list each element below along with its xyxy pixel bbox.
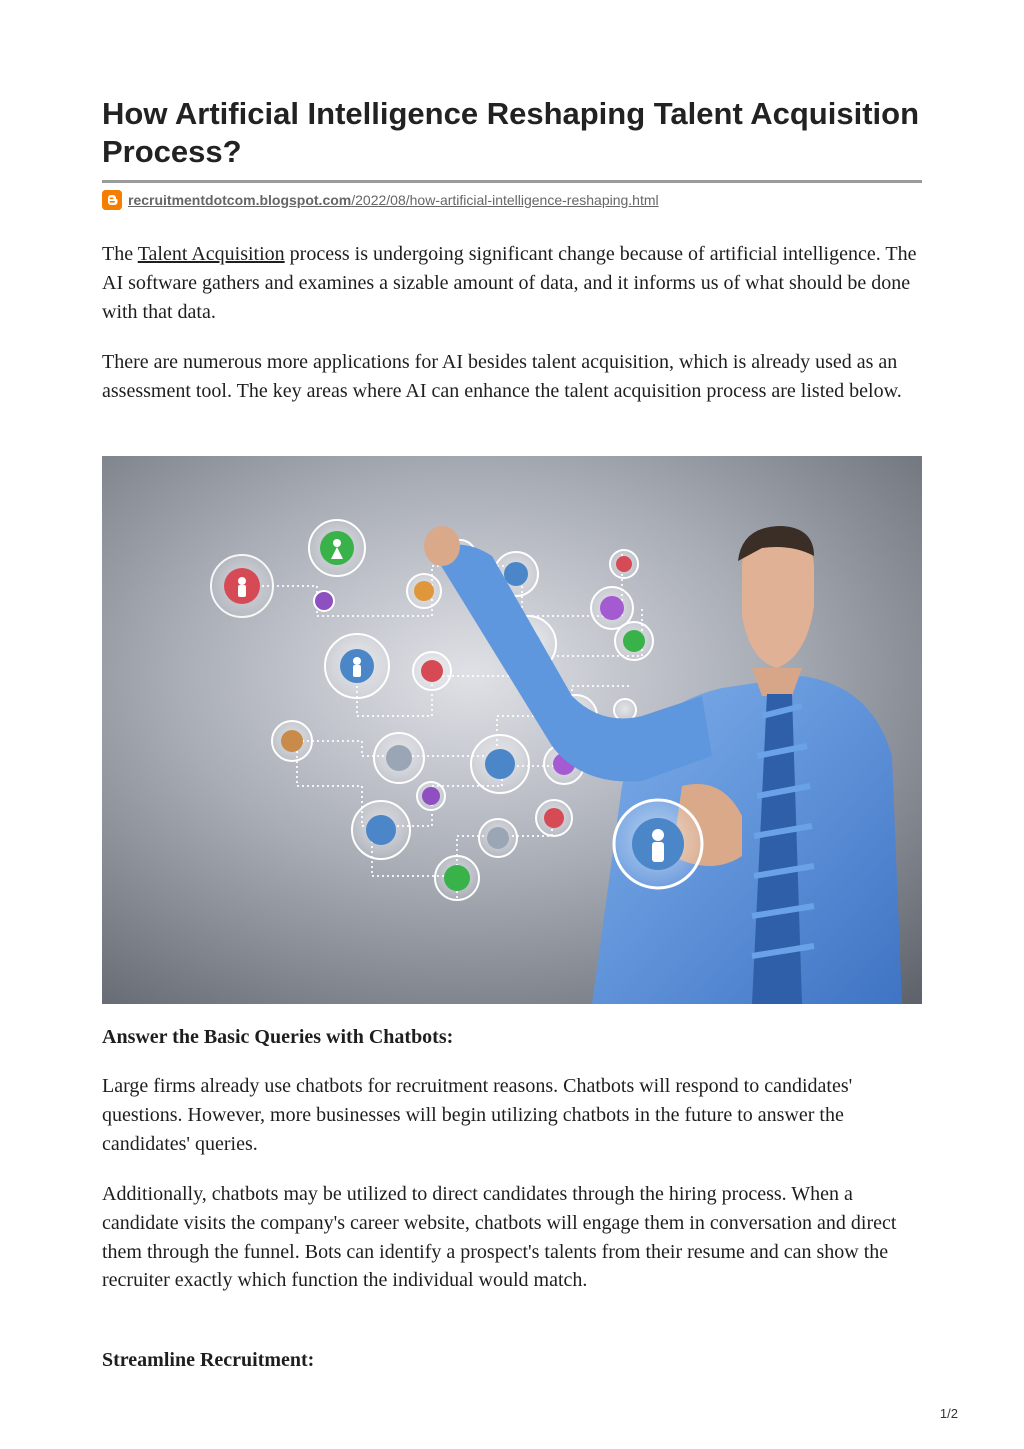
paragraph-chatbots-1: Large firms already use chatbots for recruitment reasons. Chatbots will respond to candidates' questions. However, more businesses will begin utilizing chatbots in the future to answer the candidates' queries. xyxy=(102,1075,853,1155)
blogger-icon xyxy=(102,190,122,210)
source-path-link[interactable]: /2022/08/how-artificial-intelligence-reshaping.html xyxy=(351,192,659,208)
section-heading-streamline: Streamline Recruitment: xyxy=(102,1349,315,1371)
article-title: How Artificial Intelligence Reshaping Talent Acquisition Process? xyxy=(102,96,920,169)
ai-network-illustration xyxy=(102,456,922,1004)
article-illustration xyxy=(102,456,922,1004)
intro-paragraph xyxy=(102,240,922,326)
talent-acquisition-link[interactable]: Talent Acquisition xyxy=(137,243,285,265)
source-domain-link[interactable]: recruitmentdotcom.blogspot.com xyxy=(128,192,352,208)
paragraph-chatbots-2: Additionally, chatbots may be utilized to direct candidates through the hiring process. When a candidate visits the company's career website, chatbots will engage them in conversation and direct them through the funnel. Bots can identify a prospect's talents from their resume and can show the recruiter exactly which function the individual would match. xyxy=(102,1183,897,1292)
paragraph-applications: There are numerous more applications for AI besides talent acquisition, which is already used as an assessment tool. The key areas where AI can enhance the talent acquisition process are listed below. xyxy=(102,351,902,402)
page-number: 1/2 xyxy=(939,1406,958,1421)
source-line xyxy=(102,189,659,211)
intro-text-after: process is undergoing significant change because of artificial intelligence. The AI software gathers and examines a sizable amount of data, and it informs us of what should be done with that data. xyxy=(102,243,917,323)
section-heading-chatbots: Answer the Basic Queries with Chatbots: xyxy=(102,1026,454,1048)
title-divider xyxy=(102,180,922,183)
intro-text-before: The xyxy=(102,243,138,265)
